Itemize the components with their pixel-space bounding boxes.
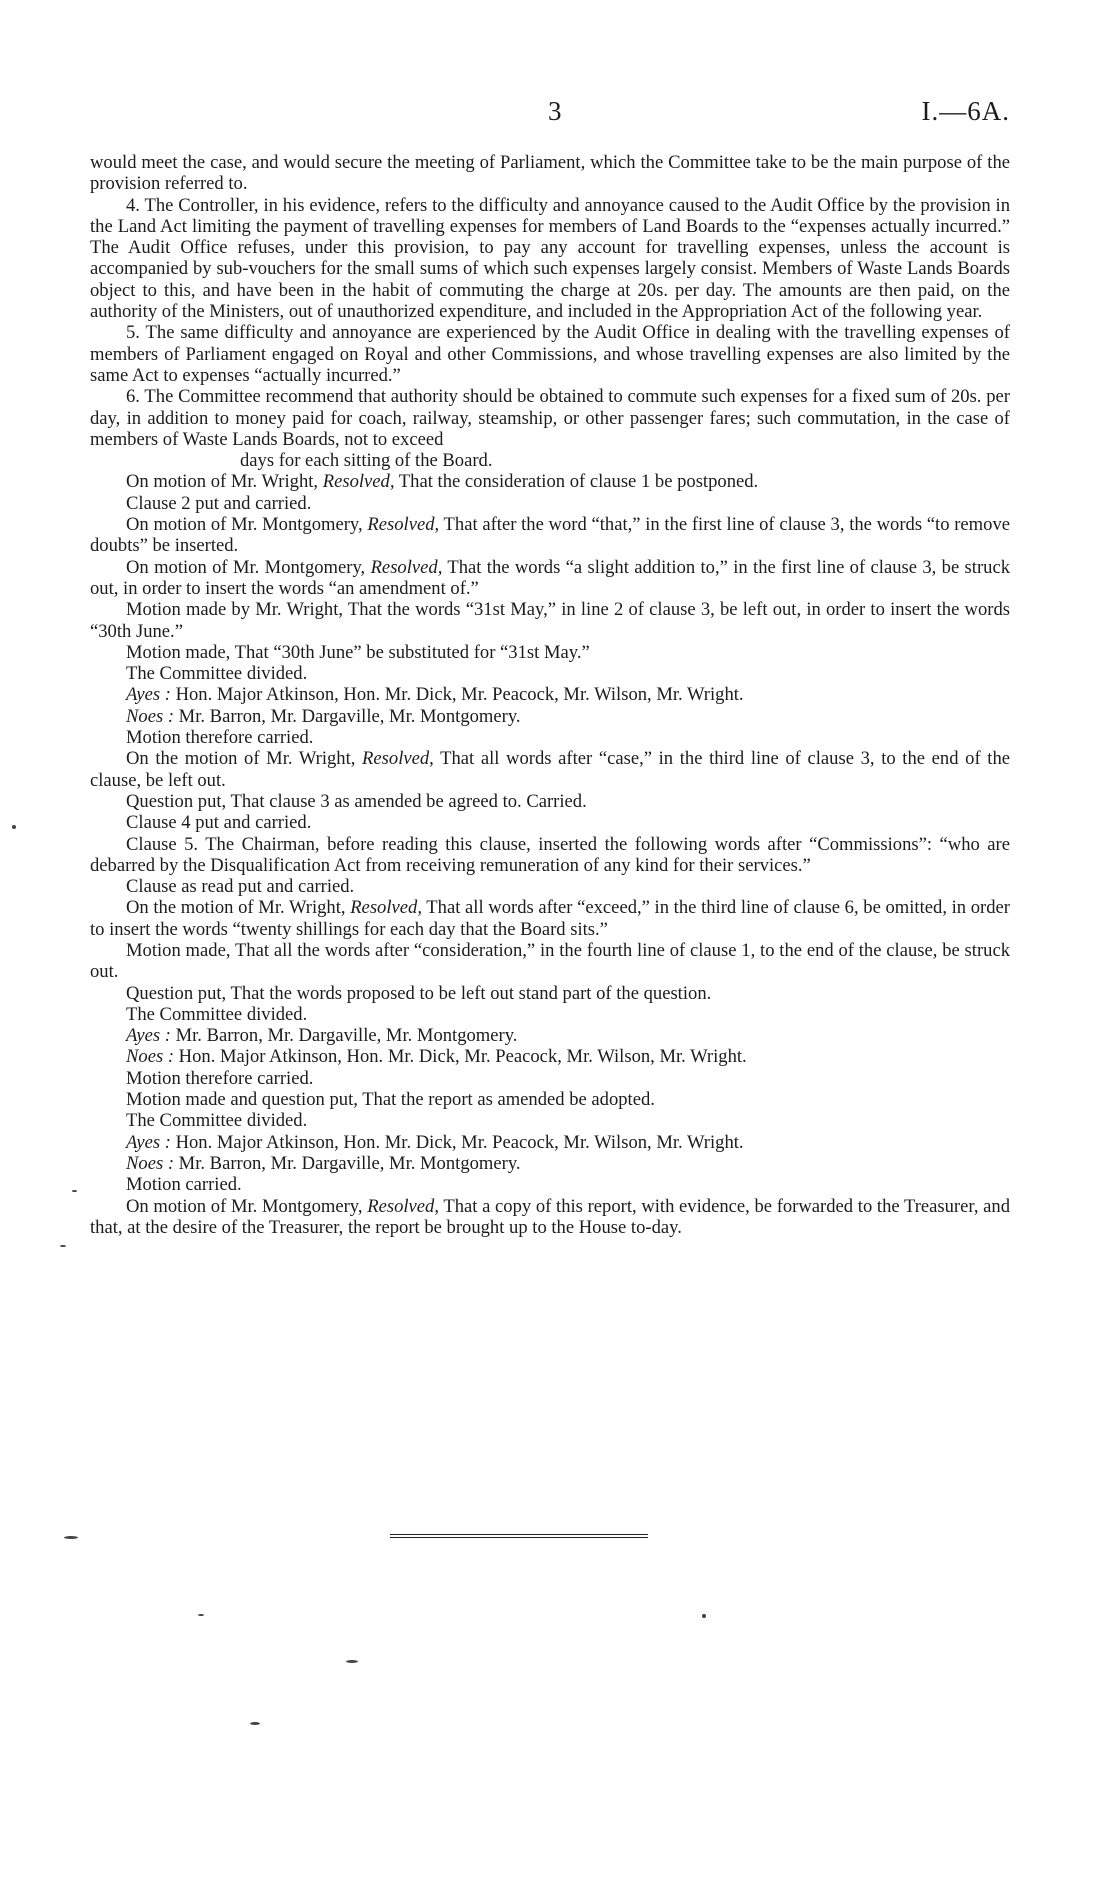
scan-speck — [64, 1536, 78, 1539]
vote-ayes: Ayes : Hon. Major Atkinson, Hon. Mr. Dick, Mr. Peacock, Mr. Wilson, Mr. Wright. — [126, 1131, 744, 1153]
scan-speck — [12, 825, 16, 829]
minute-entry: Motion carried. — [126, 1174, 242, 1196]
minute-entry: Clause 4 put and carried. — [126, 812, 312, 834]
page-header — [0, 96, 1114, 136]
minute-entry: On the motion of Mr. Wright, Resolved, That all words after “case,” in the third line of clause 3, to the end of the clause, be left out. — [90, 748, 1010, 791]
minute-entry: Motion therefore carried. — [126, 1067, 314, 1089]
paragraph-continuation: would meet the case, and would secure the meeting of Parliament, which the Committee take to be the main purpose of the provision referred to. — [90, 152, 1010, 195]
minute-entry: The Committee divided. — [126, 1110, 308, 1132]
scan-speck — [346, 1660, 358, 1663]
minute-entry: Question put, That the words proposed to be left out stand part of the question. — [126, 982, 712, 1004]
minute-entry: Motion made and question put, That the report as amended be adopted. — [126, 1089, 655, 1111]
vote-ayes: Ayes : Hon. Major Atkinson, Hon. Mr. Dick, Mr. Peacock, Mr. Wilson, Mr. Wright. — [126, 684, 744, 706]
minute-entry: On motion of Mr. Montgomery, Resolved, That after the word “that,” in the first line of clause 3, the words “to remove doubts” be inserted. — [90, 514, 1010, 557]
minute-entry: Clause 2 put and carried. — [126, 492, 312, 514]
minute-entry: Motion made, That all the words after “consideration,” in the fourth line of clause 1, to the end of the clause, be struck out. — [90, 939, 1010, 983]
minute-entry: On motion of Mr. Montgomery, Resolved, That the words “a slight addition to,” in the first line of clause 3, be struck out, in order to insert the words “an amendment of.” — [90, 556, 1010, 599]
document-reference: I.—6A. — [921, 96, 1010, 126]
scan-speck — [60, 1245, 66, 1247]
vote-noes: Noes : Mr. Barron, Mr. Dargaville, Mr. Montgomery. — [126, 705, 521, 727]
minute-entry: Motion therefore carried. — [126, 727, 314, 749]
vote-noes: Noes : Mr. Barron, Mr. Dargaville, Mr. Montgomery. — [126, 1152, 521, 1174]
vote-noes: Noes : Hon. Major Atkinson, Hon. Mr. Dick, Mr. Peacock, Mr. Wilson, Mr. Wright. — [126, 1046, 747, 1068]
scan-speck — [72, 1190, 77, 1192]
body-text — [90, 152, 1010, 1238]
scan-speck — [250, 1722, 260, 1725]
minute-entry: The Committee divided. — [126, 1003, 308, 1025]
minute-entry: The Committee divided. — [126, 663, 308, 685]
paragraph-6: 6. The Committee recommend that authority should be obtained to commute such expenses for a fixed sum of 20s. per day, in addition to money paid for coach, railway, steamship, or other passenger fares; such commutation, in the case of members of Waste Lands Boards, not to exceed — [90, 386, 1010, 450]
scan-speck — [702, 1614, 706, 1618]
minute-entry: Clause as read put and carried. — [126, 876, 355, 898]
scan-speck — [198, 1614, 204, 1616]
page-number: 3 — [548, 96, 563, 126]
paragraph-5: 5. The same difficulty and annoyance are experienced by the Audit Office in dealing with the travelling expenses of members of Parliament engaged on Royal and other Commissions, and whose travelling expenses are also limited by the same Act to expenses “actually incurred.” — [90, 322, 1010, 386]
minute-entry: On motion of Mr. Montgomery, Resolved, That a copy of this report, with evidence, be forwarded to the Treasurer, and that, at the desire of the Treasurer, the report be brought up to the House to-day. — [90, 1195, 1010, 1238]
minute-entry: Motion made by Mr. Wright, That the words “31st May,” in line 2 of clause 3, be left out, in order to insert the words “30th June.” — [90, 599, 1010, 642]
closing-rule — [390, 1534, 648, 1538]
paragraph-4: 4. The Controller, in his evidence, refers to the difficulty and annoyance caused to the Audit Office by the provision in the Land Act limiting the payment of travelling expenses for members of Land Boards to the “expenses actually incurred.” The Audit Office refuses, under this provision, to pay any account for travelling expenses, unless the account is accompanied by sub-vouchers for the small sums of which such expenses largely consist. Members of Waste Lands Boards object to this, and have been in the habit of commuting the charge at 20s. per day. The amounts are then paid, on the authority of the Ministers, out of unauthorized expenditure, and included in the Appropriation Act of the following year. — [90, 194, 1010, 323]
minute-entry: Motion made, That “30th June” be substituted for “31st May.” — [126, 641, 590, 663]
minute-entry: On the motion of Mr. Wright, Resolved, That all words after “exceed,” in the third line of clause 6, be omitted, in order to insert the words “twenty shillings for each day that the Board sits.” — [90, 897, 1010, 940]
paragraph-6-end: days for each sitting of the Board. — [240, 450, 493, 472]
minute-entry: On motion of Mr. Wright, Resolved, That the consideration of clause 1 be postponed. — [126, 471, 759, 493]
vote-ayes: Ayes : Mr. Barron, Mr. Dargaville, Mr. Montgomery. — [126, 1025, 518, 1047]
minute-entry: Clause 5. The Chairman, before reading this clause, inserted the following words after “Commissions”: “who are debarred by the Disqualification Act from receiving remuneration of any kind for their services.” — [90, 833, 1010, 876]
minute-entry: Question put, That clause 3 as amended be agreed to. Carried. — [126, 790, 587, 812]
